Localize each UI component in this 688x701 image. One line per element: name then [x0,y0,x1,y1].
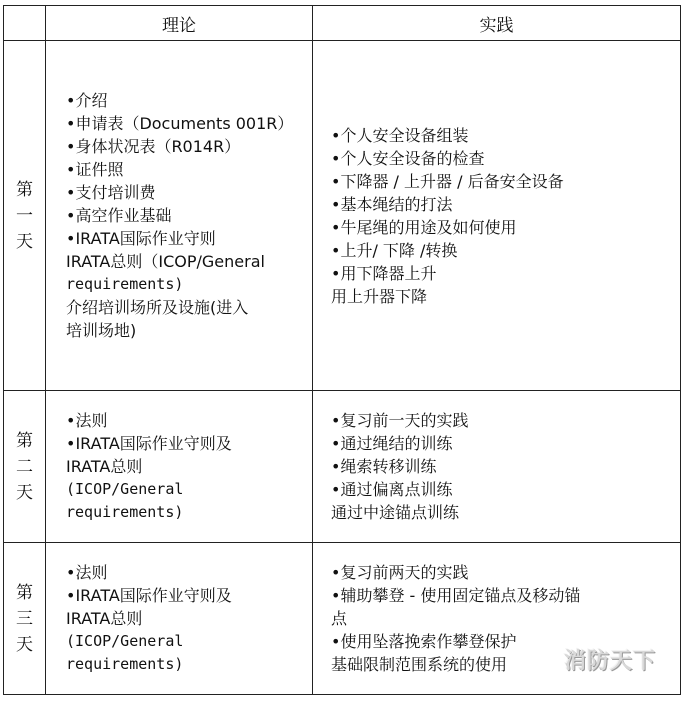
practice-line: •个人安全设备组装 [331,125,469,145]
theory-line: •身体状况表（R014R） [66,137,241,156]
theory-line: requirements) [66,655,184,673]
theory-line: •IRATA国际作业守则及 [66,586,232,605]
corner-cell [4,6,46,41]
practice-line: •上升/ 下降 /转换 [331,240,458,260]
practice-line: 通过中途锚点训练 [331,503,460,522]
practice-header: 实践 [313,6,681,41]
practice-line: •使用坠落挽索作攀登保护 [331,632,517,651]
training-schedule-table [3,5,681,695]
theory-line: (ICOP/General [66,480,184,498]
day-2-label: 第 二 天 [4,391,46,543]
day-2-practice [313,391,681,543]
day-2-row [4,391,681,543]
theory-line: •法则 [66,411,108,430]
header-row [4,6,681,41]
practice-line: •通过偏离点训练 [331,480,453,499]
practice-line: •复习前一天的实践 [331,411,469,430]
theory-line: •法则 [66,563,108,582]
practice-line: •用下降器上升 [331,263,437,283]
practice-line: •绳索转移训练 [331,457,437,476]
theory-line: •IRATA国际作业守则 [66,229,216,248]
practice-line: •基本绳结的打法 [331,194,453,214]
theory-line: •证件照 [66,160,124,179]
practice-line: •牛尾绳的用途及如何使用 [331,217,517,237]
theory-line: IRATA总则（ICOP/General [66,252,265,271]
theory-header: 理论 [46,6,313,41]
theory-line: •支付培训费 [66,183,156,202]
theory-line: 培训场地) [66,321,137,340]
theory-line: (ICOP/General [66,632,184,650]
day-1-practice [313,41,681,391]
theory-line: •高空作业基础 [66,206,172,225]
practice-line: •个人安全设备的检查 [331,148,485,168]
theory-line: IRATA总则 [66,457,143,476]
day-2-theory [46,391,313,543]
practice-line: 用上升器下降 [331,286,428,306]
theory-line: requirements) [66,275,184,293]
theory-line: •IRATA国际作业守则及 [66,434,232,453]
day-3-label: 第 三 天 [4,543,46,695]
day-3-theory [46,543,313,695]
practice-line: •下降器 / 上升器 / 后备安全设备 [331,171,564,191]
theory-line: IRATA总则 [66,609,143,628]
theory-line: requirements) [66,503,184,521]
theory-line: •申请表（Documents 001R） [66,114,294,133]
day-1-theory [46,41,313,391]
day-1-label: 第 一 天 [4,41,46,391]
practice-line: •复习前两天的实践 [331,563,469,582]
day-1-row [4,41,681,391]
practice-line: 点 [331,609,348,628]
theory-line: •介绍 [66,91,108,110]
practice-line: 基础限制范围系统的使用 [331,655,508,674]
practice-line: •通过绳结的训练 [331,434,453,453]
watermark-logo: 消防天下 [563,649,656,674]
practice-line: •辅助攀登 - 使用固定锚点及移动锚 [331,586,581,605]
theory-line: 介绍培训场所及设施(进入 [66,298,249,317]
